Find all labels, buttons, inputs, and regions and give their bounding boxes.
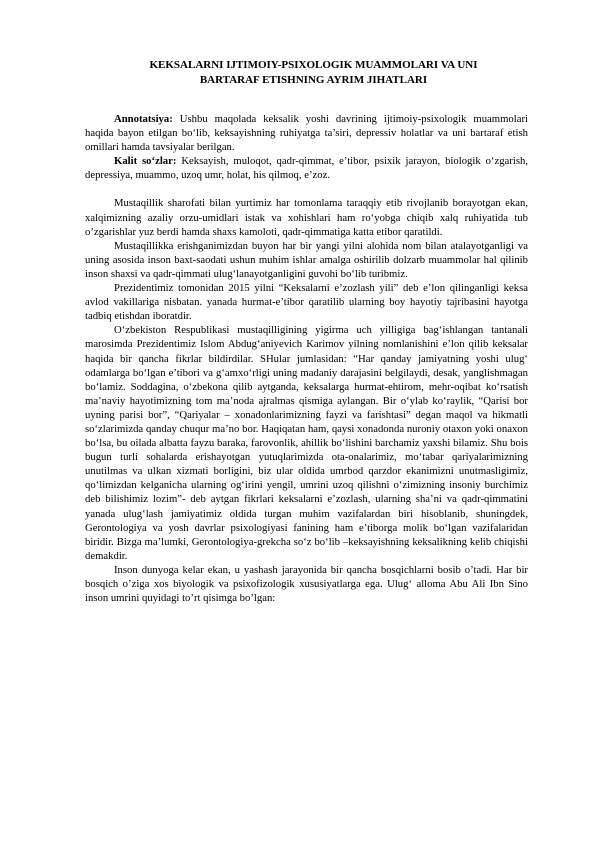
title-line-2: BARTARAF ETISHNING AYRIM JIHATLARI <box>199 74 428 86</box>
annotation-label: Annotatsiya: <box>114 113 173 125</box>
document-title <box>99 58 528 88</box>
annotation-paragraph <box>85 112 528 154</box>
keywords-text: Keksayish, muloqot, qadr-qimmat, e’tibor, psixik jarayon, biologik o‘zgarish, depressiya, muammo, uzoq umr, holat, his qilmoq, e’zoz. <box>85 155 529 182</box>
keywords-paragraph <box>85 154 528 182</box>
annotation-text: Ushbu maqolada keksalik yoshi davrining ijtimoiy-psixologik muammolari haqida bayon etilgan bo‘lib, keksayishning ruhiyatga ta’siri, depressiv holatlar va uni bartaraf etish omillari hamda tavsiyalar berilgan. <box>85 113 528 154</box>
body-paragraph-1: Mustaqillik sharofati bilan yurtimiz har tomonlama taraqqiy etib rivojlanib borayotgan ekan, xalqimizning azaliy orzu-umidlari istak va xohishlari ham ro‘yobga chiqib xalq ruhiyatida tub o’zgarishlar yuz berdi hamda shaxs kamoloti, qadr-qimmatiga katta etibor qaratildi. <box>85 197 528 238</box>
body-paragraph-2: Mustaqillikka erishganimizdan buyon har bir yangi yilni alohida nom bilan atalayotganligi va uning asosida inson baxt-saodati ushun muhim ishlar amalga oshirilib dolzarb muammolar hal qilinib inson shaxsi va qadr-qimmati ulug‘lanayotganligini guvohi bo‘lib turibmiz. <box>85 239 528 280</box>
document-page <box>85 58 528 605</box>
body-paragraph-5: Inson dunyoga kelar ekan, u yashash jarayonida bir qancha bosqichlarni bosib o’tadi. Har bir bosqich o’ziga xos biyologik va psixofizologik xususiyatlarga ega. Ulug‘ alloma Abu Ali Ibn Sino inson umrini quyidagi to’rt qisimga bo’lgan: <box>85 563 528 605</box>
keywords-label: Kalit so‘zlar: <box>114 155 177 168</box>
body-paragraph-3: Prezidentimiz tomonidan 2015 yilni “Keksalarni e’zozlash yili” deb e’lon qilinganligi keksa avlod vakillariga nisbatan. yanada hurmat-e’tibor qaratilib ularning boy hayotiy tajribasini hayotga tadbiq etishdan iboratdir. <box>85 282 528 323</box>
title-line-1: KEKSALARNI IJTIMOIY-PSIXOLOGIK MUAMMOLARI VA UNI <box>149 59 478 71</box>
body-paragraph-4: O‘zbekiston Respublikasi mustaqilligining yigirma uch yilligiga bag‘ishlangan tantanali marosimda Prezidentimiz Islom Abdug‘aniyevich Karimov yilning nomlanishini e’lon qilib keksalar haqida bir qancha fikrlar bildirdilar. SHular jumlasidan: “Har qanday jamiyatning yoshi ulug‘ odamlarga bo‘lgan e’tibori va g‘amxo‘rligi uning madaniy darajasini belgilaydi, desak, yanglishmagan bo‘lamiz. Soddagina, o‘zbekona qilib aytganda, keksalarga hurmat-ehtirom, mehr-oqibat ko‘rsatish ma’naviy hayotimizning tom ma’noda ajralmas qismiga aylangan. Bir o‘ylab ko‘raylik, “Qarisi bor uyning parisi bor”, “Qariyalar – xonadonlarimizning fayzi va farishtasi” degan maqol va hikmatli so‘zlarimizda qanday chuqur ma’no bor. Haqiqatan ham, qaysi xonadonda nuroniy otaxon yoki onaxon bo‘lsa, bu oilada albatta fayzu baraka, farovonlik, ahillik bo‘lishini barchamiz yaxshi bilamiz. Shu bois bugun turli sohalarda erishayotgan yutuqlarimizda ota-onalarimiz, mo‘tabar qariyalarimizning unutilmas va ulkan xizmati borligini, biz ular oldida umrbod qarzdor ekanimizni unutmasligimiz, qo‘limizdan kelganicha ularning og‘irini yengil, umrini uzoq qilishni o‘zimizning insoniy burchimiz deb bilishimiz lozim”- deb aytgan fikrlari keksalarni e’zozlash, ularning sha’ni va qadr-qimmatini yanada ulug‘lash jamiyatimiz oldida turgan muhim vazifalardan biri hisoblanib, shuningdek, Gerontologiya va yosh davrlar psixologiyasi fanining ham e’tiborga molik bo‘lgan vazifalaridan biridir. Bizga ma’lumki, Gerontologiya-grekcha so‘z bo‘lib –keksayishning keksalikning kelib chiqishi demakdir. <box>85 324 528 562</box>
